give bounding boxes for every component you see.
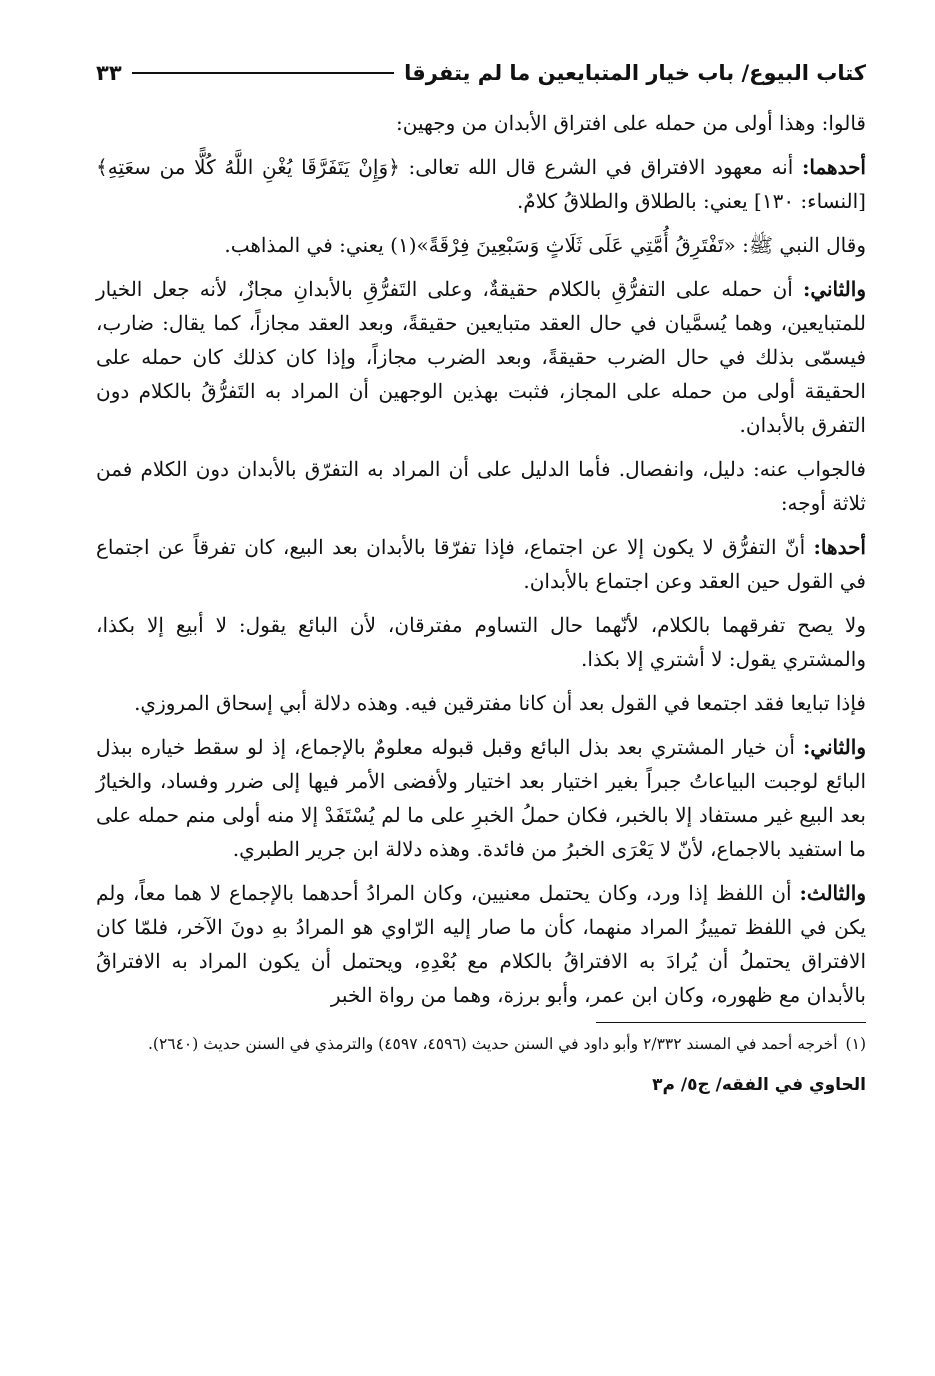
paragraph-text: ولا يصح تفرقهما بالكلام، لأنّهما حال التساوم مفترقان، لأن البائع يقول: لا أبيع إلا بكذا، والمشتري يقول: لا أشتري إلا بكذا.	[96, 613, 866, 671]
body-text	[96, 106, 866, 1012]
paragraph-text: أن خيار المشتري بعد بذل البائع وقبل قبوله معلومٌ بالإجماع، إذ لو سقط خياره ببذل البائع لوجبت البياعاتُ جبراً بغير اختيار بعد اختيار ولأفضى الأمر فيها إلى ضرر وفساد، والخيارُ بعد البيع غير مستفاد إلا بالخبر، فكان حملُ الخبرِ على ما لم يُسْتَفَدْ إلا منه أولى منم حمله على ما استفيد بالاجماع، لأنّ لا يَعْرَى الخبرُ من فائدة. وهذه دلالة ابن جرير الطبري.	[96, 735, 866, 861]
running-header	[96, 52, 866, 94]
header-rule	[132, 72, 395, 74]
footnote-divider	[596, 1022, 866, 1023]
book-page	[96, 52, 866, 1095]
footnote-number: (١)	[845, 1035, 866, 1053]
paragraph	[96, 608, 866, 676]
footnote-text: أخرجه أحمد في المسند ٢/٣٣٢ وأبو داود في السنن حديث (٤٥٩٦، ٤٥٩٧) والترمذي في السنن حديث (٢٦٤٠).	[147, 1035, 838, 1053]
paragraph	[96, 876, 866, 1012]
paragraph-text: قالوا: وهذا أولى من حمله على افتراق الأبدان من وجهين:	[396, 111, 866, 135]
paragraph-lead: والثالث:	[799, 881, 866, 905]
paragraph	[96, 272, 866, 442]
signature-mark: الحاوي في الفقه/ ج٥/ م٣	[652, 1075, 866, 1095]
paragraph-text: أن اللفظ إذا ورد، وكان يحتمل معنيين، وكان المرادُ أحدهما بالإجماع لا هما معاً، ولم يكن في اللفظ تمييزُ المراد منهما، كأن ما صار إليه الرّاوي هو المرادُ بهِ دونَ الآخر، فلمّا كان الافتراق يحتملُ أن يُرادَ به الافتراقُ بالكلام مع بُعْدِهِ، ويحتمل أن يكون المراد به الافتراقُ بالأبدان مع ظهوره، وكان ابن عمر، وأبو برزة، وهما من رواة الخبر	[96, 881, 866, 1007]
paragraph	[96, 150, 866, 218]
paragraph-text: وقال النبي ﷺ: «تَفْتَرِقُ أُمَّتِي عَلَى ثَلَاثٍ وَسَبْعِينَ فِرْقَةً»(١) يعني: في المذاهب.	[224, 233, 866, 257]
paragraph	[96, 686, 866, 720]
footnote	[96, 1031, 866, 1057]
paragraph	[96, 530, 866, 598]
paragraph-text: أنّ التفرُّق لا يكون إلا عن اجتماع، فإذا تفرّقا بالأبدان بعد البيع، كان تفرقاً عن اجتماع في القول حين العقد وعن اجتماع بالأبدان.	[96, 535, 866, 593]
paragraph-text: أنه معهود الافتراق في الشرع قال الله تعالى: ﴿وَإِنْ يَتَفَرَّقَا يُغْنِ اللَّهُ كُلًّا من سعَتِهِ﴾ [النساء: ١٣٠] يعني: بالطلاق والطلاقُ كلامٌ.	[96, 155, 866, 213]
paragraph	[96, 452, 866, 520]
paragraph-lead: أحدها:	[813, 535, 866, 559]
paragraph-lead: أحدهما:	[801, 155, 866, 179]
paragraph-text: فالجواب عنه: دليل، وانفصال. فأما الدليل على أن المراد به التفرّق بالأبدان دون الكلام فمن ثلاثة أوجه:	[96, 457, 866, 515]
paragraph	[96, 730, 866, 866]
paragraph	[96, 106, 866, 140]
paragraph	[96, 228, 866, 262]
paragraph-text: فإذا تبايعا فقد اجتمعا في القول بعد أن كانا مفترقين فيه. وهذه دلالة أبي إسحاق المروزي.	[134, 691, 866, 715]
paragraph-lead: والثاني:	[802, 735, 866, 759]
page-number: ٣٣	[96, 61, 122, 85]
running-header-title: كتاب البيوع/ باب خيار المتبايعين ما لم يتفرقا	[404, 61, 866, 85]
paragraph-lead: والثاني:	[802, 277, 866, 301]
paragraph-text: أن حمله على التفرُّقِ بالكلام حقيقةٌ، وعلى التَفرُّقِ بالأبدانِ مجازٌ، لأنه جعل الخيار للمتبايعين، وهما يُسمَّيان في حال العقد متبايعين حقيقةً، وبعد العقد مجازاً، كما يقال: ضارب، فيسمّى بذلك في حال الضرب حقيقةً، وبعد الضرب مجازاً، وإذا كان كذلك كان حمله على الحقيقة أولى من حمله على المجاز، فثبت بهذين الوجهين أن المراد به التَفرُّقُ بالكلام دون التفرق بالأبدان.	[96, 277, 866, 437]
